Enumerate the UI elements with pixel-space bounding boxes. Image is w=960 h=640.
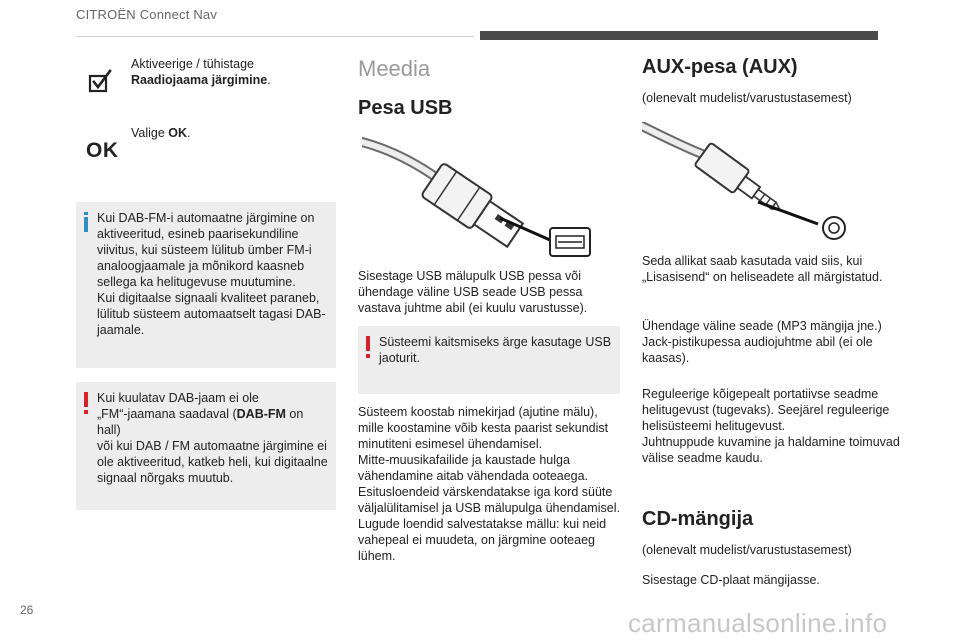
header-rule [76,36,474,37]
warning-note-dab [76,382,336,510]
warning-icon [84,392,88,414]
header-title: CITROËN Connect Nav [76,7,218,22]
info-note [76,202,336,368]
section-title-media: Meedia [358,56,431,81]
checkbox-checked-icon [88,68,114,94]
select-ok-text: Valige OK. [131,126,191,140]
cd-insert-text: Sisestage CD-plaat mängijasse. [642,573,820,587]
aux-connect-text: Ühendage väline seade (MP3 mängija jne.) Jack-pistikupessa audiojuhtme abil (ei ole kaasas). [642,319,882,365]
usb-intro-text: Sisestage USB mälupulk USB pessa või ühendage väline USB seade USB pessa vastava juhtme abil (ei kuulu varustusse). [358,269,588,315]
page-number: 26 [20,603,34,617]
info-note-text: Kui DAB-FM-i automaatne järgimine on aktiveeritud, esineb paarisekundiline viivitus, kui süsteem lülitub ümber FM-i analoogjaamale ja mõnikord kaasneb sellega ka helitugevuse muutumine. Kui digitaalse signaali kvaliteet paraneb, lülitub süsteem automaatselt tagasi DAB- jaamale. [97,211,326,337]
cd-availability: (olenevalt mudelist/varustustasemest) [642,543,852,557]
watermark: carmanualsonline.info [628,608,888,638]
header-bar [480,31,878,40]
usb-warning-text: Süsteemi kaitsmiseks ärge kasutage USB jaoturit. [379,335,612,365]
warning-note-usb [358,326,620,394]
ok-icon: OK [86,139,119,162]
warning-icon [366,336,370,358]
info-icon [84,212,88,232]
warning-note-text: Kui kuulatav DAB-jaam ei ole „FM“-jaamana saadaval (DAB-FM on hall) või kui DAB / FM automaatne järgimine ei ole aktiveeritud, katkeb heli, kui digitaalne signaal nõrgaks muutub. [97,391,328,485]
activate-follow-text: Aktiveerige / tühistage Raadiojaama järgimine. [131,57,271,87]
cd-heading: CD-mängija [642,508,754,530]
aux-volume-text: Reguleerige kõigepealt portatiivse seadme helitugevust (tugevaks). Seejärel reguleerige helisüsteemi helitugevust. Juhtnuppude kuvamine ja haldamine toimuvad välise seadme kaudu. [642,387,900,465]
jack-plug-illustration [642,122,852,242]
aux-source-text: Seda allikat saab kasutada vaid siis, kui „Lisasisend“ on heliseadete all märgistatud. [642,254,883,284]
aux-availability: (olenevalt mudelist/varustustasemest) [642,91,852,105]
usb-details-text: Süsteem koostab nimekirjad (ajutine mälu), mille koostamine võib kesta paarist sekundist minutiteni esimesel ühendamisel. Mitte-muusikafailide ja kaustade hulga vähendamine aitab vähendada ooteaega. Esitusloendeid värskendatakse iga kord süüte väljalülitamisel ja USB mälupulga ühendamisel. Lugude loendid salvestatakse mällu: kui neid vahepeal ei muudeta, on järgmine ooteaeg lühem. [358,405,620,563]
usb-heading: Pesa USB [358,97,453,119]
usb-plug-illustration [362,136,594,260]
aux-heading: AUX-pesa (AUX) [642,56,798,78]
